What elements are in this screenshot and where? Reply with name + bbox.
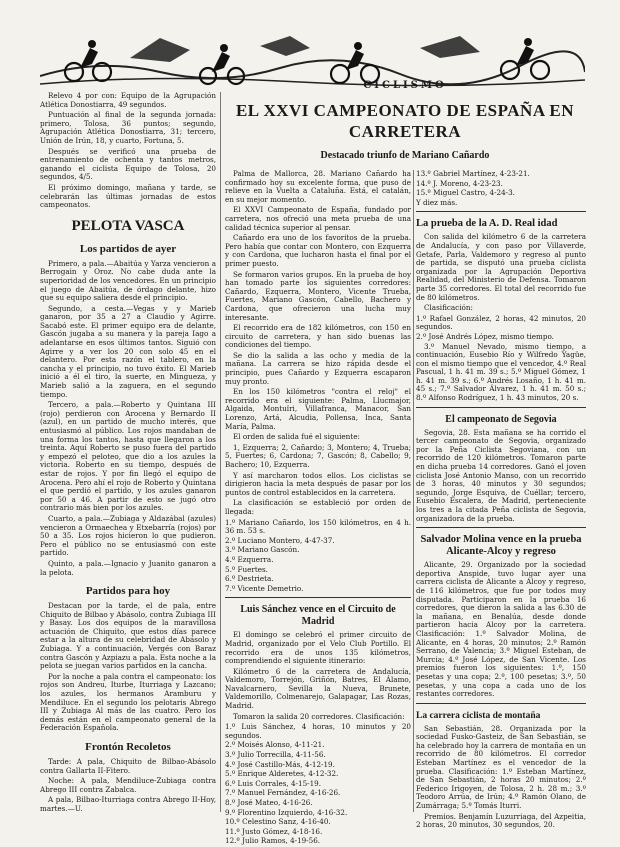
result-line: 3.º Julio Torrecilla, 4-11-56. [225, 751, 326, 760]
paragraph: Por la noche a pala contra el campeonato: los rojos son Andreu, Iturbe, Iturriaga y Lazcano; los azules, los hermanos Aramburu y Mendiluce. En el segundo los pelotaris Abrego III y Zubiaga Al más de las cuatro. Pero los demás están en el campeonato general de la Federación Española. [40, 672, 216, 733]
paragraph: Segundo, a cesta.—Vegas y y Marieb ganaron, por 35 a 27 a Claudio y Agirre. Sacabó este. El primer equipo era de delante, Gascón jugaba a su manera y la pareja Iago a adelantarse en esos últimos tantos. Siguió con Agirre y a ver los 20 con solo 45 en el delantero. Por esta razón el tablero, en la cancha y el principio, no tuvo éxito. El Marieb inició a él el tiro, la suerte, en Mingueza, y Marieb salió a la zaguera, en el segundo tiempo. [40, 304, 216, 399]
paragraph: 1, Ezquerra; 2, Cañardo; 3, Montero; 4, Trueba; 5, Fuertes; 6, Cardona; 7, Gascón; 8, Cabello; 9, Bachero; 10, Ezquerra. [225, 443, 411, 469]
section-divider [416, 211, 586, 212]
paragraph: Premios. Benjamín Luzurriaga, del Azpeitia, 2 horas, 20 minutos, 30 segundos, 20. [416, 812, 586, 830]
paragraph: Alicante, 29. Organizado por la sociedad deportiva Anspide, tuvo lugar ayer una carrera ciclista de Alicante a Alcoy y regreso, de 116 kilómetros, que fue por todos muy disputada. Participaron en la prueba 16 corredores, que dieron la salida a las 6.30 de la mañana, en Benalúa, desde donde partieron hacia Alcoy por la carretera. Clasificación: 1.º Salvador Molina, de Alicante, en 4 horas, 20 minutos; 2.º Ramón Serrano, de Valencia; 3.º Miguel Esteban, de Murcia; 4.º José López, de San Vicente. Los premios fueron los siguientes: 1.º, 150 pesetas y una copa; 2.º, 100 pesetas; 3.º, 50 pesetas, y una copa a cada uno de los restantes corredores. [416, 561, 586, 699]
result-line: 6.º Luis Corrales, 4-15-19. [225, 779, 321, 788]
paragraph: San Sebastián, 28. Organizada por la sociedad Fusko-Gasteiz, de San Sebastián, se ha celebrado hoy la carrera de montaña en un recorrido de 80 kilómetros. El corredor Esteban Martínez es el vencedor de la prueba. Clasificación: 1.º Esteban Martínez, de San Sebastián, 2 horas 20 minutos; 2.º Federico Irigoyen, de Tolosa, 2 h. 28 m.; 3.º Teodoro Arrúa, de Irún; 4.º Ramón Olano, de Zumárraga; 5.º Tomás Iturri. [416, 724, 586, 811]
result-line: 1.º Mariano Cañardo, los 150 kilómetros, en 4 h. 36 m. 53 s. [225, 518, 411, 536]
paragraph: Noche: A pala, Mendiluce-Zubiaga contra Abrego III contra Zabalca. [40, 777, 216, 794]
paragraph: Destacan por la tarde, el de pala, entre Chiquito de Bilbao y Abásolo, contra Zubiaga III y Basay. Los dos equipos de la maravillosa actuación de Chiquito, que estos días parece estar a la altura de su celebridad de Abásolo y Zubiaga. Y a continuación, Vergés con Baraz contra Gascón y Azpiazu a pala. Esta noche a la pelota se juegan varios partidos en la cancha. [40, 602, 216, 671]
paragraph: Tarde: A pala, Chiquito de Bilbao-Abásolo contra Gallarta II-Fitero. [40, 758, 216, 775]
section-divider [416, 527, 586, 528]
paragraph: Después se verificó una prueba de entrenamiento de ochenta y tantos metros, ganando el ciclista Equipo de Tolosa, 20 segundos, 4/5. [40, 147, 216, 182]
column-rule [413, 170, 414, 812]
subheading-montana: La carrera ciclista de montaña [416, 710, 541, 721]
paragraph: Relevo 4 por con: Equipo de la Agrupación Atlética Donostiarra, 49 segundos. [40, 92, 216, 109]
result-line: 2.º José Andrés López, mismo tiempo. [416, 332, 554, 341]
result-line: 2.º Moisés Alonso, 4-11-21. [225, 741, 325, 750]
column-left [40, 92, 216, 816]
paragraph: Cañardo era uno de los favoritos de la prueba. Pero había que contar con Montero, con Ezquerra y con Cardona, que lucharon hasta el final por el primer puesto. [225, 234, 411, 268]
subheading-ad: La prueba de la A. D. Real idad [416, 218, 558, 230]
paragraph: Tercero, a pala.—Roberto y Quintana III (rojo) perdieron con Arocena y Bernardo II (azul), en un partido de mucho interés, que entusiasmó al público. Los rojos mandaban de una forma los tantos, hasta que llegaron a los treinta. Aquí Roberto se puso fuera del partido y empezó el peloteo, que dio a los azules la victoria. Roberto en su tiempo, después de estar de rojos. Y por fin llegó el equipo de Arocena. Pero ahí el rojo de Roberto y Quintana el que perdió el partido, y los azules ganaron por 50 a 46. A partir de esto se jugó otro contrario más bien por los azules. [40, 401, 216, 513]
paragraph: Puntuación al final de la segunda jornada: primero, Tolosa, 36 puntos; segundo, Agrupación Atlética Donostiarra, 31; tercero, Unión de Irún, 18, y cuarto, Fortuna, 5. [40, 111, 216, 145]
subheading-hoy: Partidos para hoy [85, 585, 171, 598]
section-label: CICLISMO [363, 80, 447, 91]
main-subheadline: Destacado triunfo de Mariano Cañardo [320, 150, 490, 161]
paragraph: Tomaron la salida 20 corredores. Clasificación: [233, 712, 405, 721]
result-line: 9.º Florentino Izquierdo, 4-16-32. [225, 808, 348, 817]
paragraph: Quinto, a pala.—Ignacio y Juanito ganaron a la pelota. [40, 559, 216, 577]
paragraph: Primero, a pala.—Abaitúa y Yarza vencieron a Berrogain y Oroz. No cabe duda ante la superioridad de los vencedores. En un principio el juego de Abaitúa, de órdago delante, hizo que su equipo saliera desde el principio. [40, 259, 216, 303]
result-line: 7.º Vicente Demetrio. [225, 584, 304, 593]
paragraph: El próximo domingo, mañana y tarde, se celebrarán las últimas jornadas de estos campeonatos. [40, 183, 216, 210]
result-line: 10.º Celestino Sanz, 4-16-40. [225, 818, 331, 827]
result-line: 8.º José Mateo, 4-16-26. [225, 799, 313, 807]
paragraph: Cuarto, a pala.—Zubiaga y Aldazábal (azules) vencieron a Ormaechea y Etxebarría (rojos) por 50 a 35. Los rojos hicieron lo que pudieron. Pero el público no se entusiasmó con este partido. [40, 514, 216, 558]
result-line: 4.º José Castillo-Más, 4-12-19. [225, 760, 335, 769]
paragraph: Con salida del kilómetro 6 de la carretera de Andalucía, y con paso por Villaverde, Getafe, Parla, Valdemoro y regreso al punto de partida, se disputó una prueba ciclista organizada por la Agrupación Deportiva Realidad, del Ministerio de Defensa. Tomaron parte 35 corredores. El total del recorrido fue de 80 kilómetros. [416, 233, 586, 302]
subheading-molina: Salvador Molina vence en la prueba Alicante-Alcoy y regreso [420, 534, 582, 558]
result-line: 1.º Luis Sánchez, 4 horas, 10 minutos y 20 segundos. [225, 723, 411, 740]
result-line: 4.º Ezquerra. [225, 555, 274, 564]
subheading-segovia: El campeonato de Segovia [445, 413, 557, 425]
result-line: 5.º Enrique Alderetes, 4-12-32. [225, 770, 339, 779]
column-rule [220, 92, 221, 812]
result-line: 7.º Manuel Fernández, 4-16-26. [225, 789, 341, 798]
paragraph: Segovia, 28. Esta mañana se ha corrido el tercer campeonato de Segovia, organizado por la Peña Ciclista Segoviana, con un recorrido de 120 kilómetros. Tomaron parte en dicha prueba 14 corredores. Ganó el joven ciclista José Antonio Manso, con un recorrido de 3 horas, 40 minutos y 30 segundos; segundo, Jorge Esquiva, de Cuéllar; tercero, Eusebio Escalera, de Madrid, perteneciente los tres a la citada Peña ciclista de Segovia, organizadora de la prueba. [416, 428, 586, 523]
subheading-ayer: Los partidos de ayer [79, 242, 177, 255]
section-heading-pelota: PELOTA VASCA [71, 217, 185, 234]
main-headline: EL XXVI CAMPEONATO DE ESPAÑA EN CARRETERA [235, 101, 575, 141]
paragraph: Se dio la salida a las ocho y media de la mañana. La carrera se hizo rápida desde el principio, pues Cañardo y Ezquerra escaparon muy pronto. [225, 351, 411, 386]
subheading-recoletos: Frontón Recoletos [85, 741, 171, 753]
result-line: 14.º J. Moreno, 4-23-23. [416, 179, 503, 188]
result-line: Y diez más. [416, 198, 458, 207]
result-line: 6.º Destrieta. [225, 575, 274, 584]
section-divider [416, 703, 586, 704]
paragraph: El domingo se celebró el primer circuito de Madrid, organizado por el Velo Club Portillo. El recorrido era de unos 135 kilómetros, comprendiendo el siguiente itinerario: [225, 631, 411, 666]
paragraph: Clasificación: [424, 304, 473, 313]
paragraph: 3.º Manuel Nevado, mismo tiempo, a continuación, Eusebio Río y Wilfredo Yagüe, con el mismo tiempo que el vencedor, 4.º Real Pascual, 1 h. 41 m. 39 s.; 5.º Miguel Gómez, 1 h. 41 m. 39 s.; 6.º Andrés Losaño, 1 h. 41 m. 45 s.; 7.º Salvador Álvarez, 1 h. 41 m. 50 s.; 8.º Alfonso Rodríguez, 1 h. 43 minutos, 20 s. [416, 342, 586, 403]
column-right [416, 170, 586, 832]
result-line: 3.º Mariano Gascón. [225, 546, 300, 555]
paragraph: El orden de salida fué el siguiente: [233, 433, 360, 442]
section-divider [225, 597, 411, 598]
paragraph: El recorrido era de 182 kilómetros, con 150 en circuito de carretera, y han sido buenas las condiciones del tiempo. [225, 324, 411, 350]
paragraph: La clasificación se estableció por orden de llegada: [225, 499, 411, 516]
result-line: 2.º Luciano Montero, 4-47-37. [225, 536, 335, 545]
subheading-sanchez: Luis Sánchez vence en el Circuito de Madrid [240, 604, 396, 628]
section-divider [416, 407, 586, 408]
result-line: 11.º Justo Gómez, 4-18-16. [225, 827, 323, 836]
paragraph: Kilómetro 6 de la carretera de Andalucía, Valdemoro, Torrejón, Griñón, Batres, El Álamo, Navalcarnero, Sevilla la Nueva, Brunete, Valdemorillo, Colmenarejo, Galapagar, Las Rozas, Madrid. [225, 667, 411, 711]
paragraph: Y así marcharon todos ellos. Los ciclistas se dirigieron hacia la meta después de pasar por los puntos de control establecidos en la carretera. [225, 471, 411, 497]
paragraph: El XXVI Campeonato de España, fundado por carretera, nos ofreció una meta prueba de una calidad técnica superior al pensar. [225, 206, 411, 232]
paragraph: En los 150 kilómetros "contra el reloj" el recorrido era el siguiente: Palma, Llucmajor, Algaida, Montuïri, Villafranca, Manacor, San Lorenzo, Artá, Alcudia, Pollensa, Inca, Santa María, Palma. [225, 388, 411, 431]
column-middle [225, 170, 411, 847]
paragraph: Se formaron varios grupos. En la prueba de hoy han tomado parte los siguientes corredores: Cañardo, Ezquerra, Montero, Vicente Trueba, Fuertes, Mariano Gascón, Cabello, Bachero y Cardona, que ofrecieron una lucha muy interesante. [225, 270, 411, 322]
paragraph: A pala, Bilbao-Iturriaga contra Abrego II-Hoy, martes.—U. [40, 796, 216, 813]
paragraph: Palma de Mallorca, 28. Mariano Cañardo ha confirmado hoy su excelente forma, que puso de relieve en la Vuelta a Cataluña. Está, el catalán, en su mejor momento. [225, 170, 411, 204]
result-line: 1.º Rafael González, 2 horas, 42 minutos, 20 segundos. [416, 314, 586, 332]
result-line: 5.º Fuertes. [225, 565, 268, 574]
result-line: 15.º Miguel Castro, 4-24-3. [416, 189, 515, 198]
cycling-banner-illustration [40, 28, 585, 90]
result-line: 12.º Julio Ramos, 4-19-56. [225, 837, 321, 846]
result-line: 13.º Gabriel Martínez, 4-23-21. [416, 170, 530, 178]
